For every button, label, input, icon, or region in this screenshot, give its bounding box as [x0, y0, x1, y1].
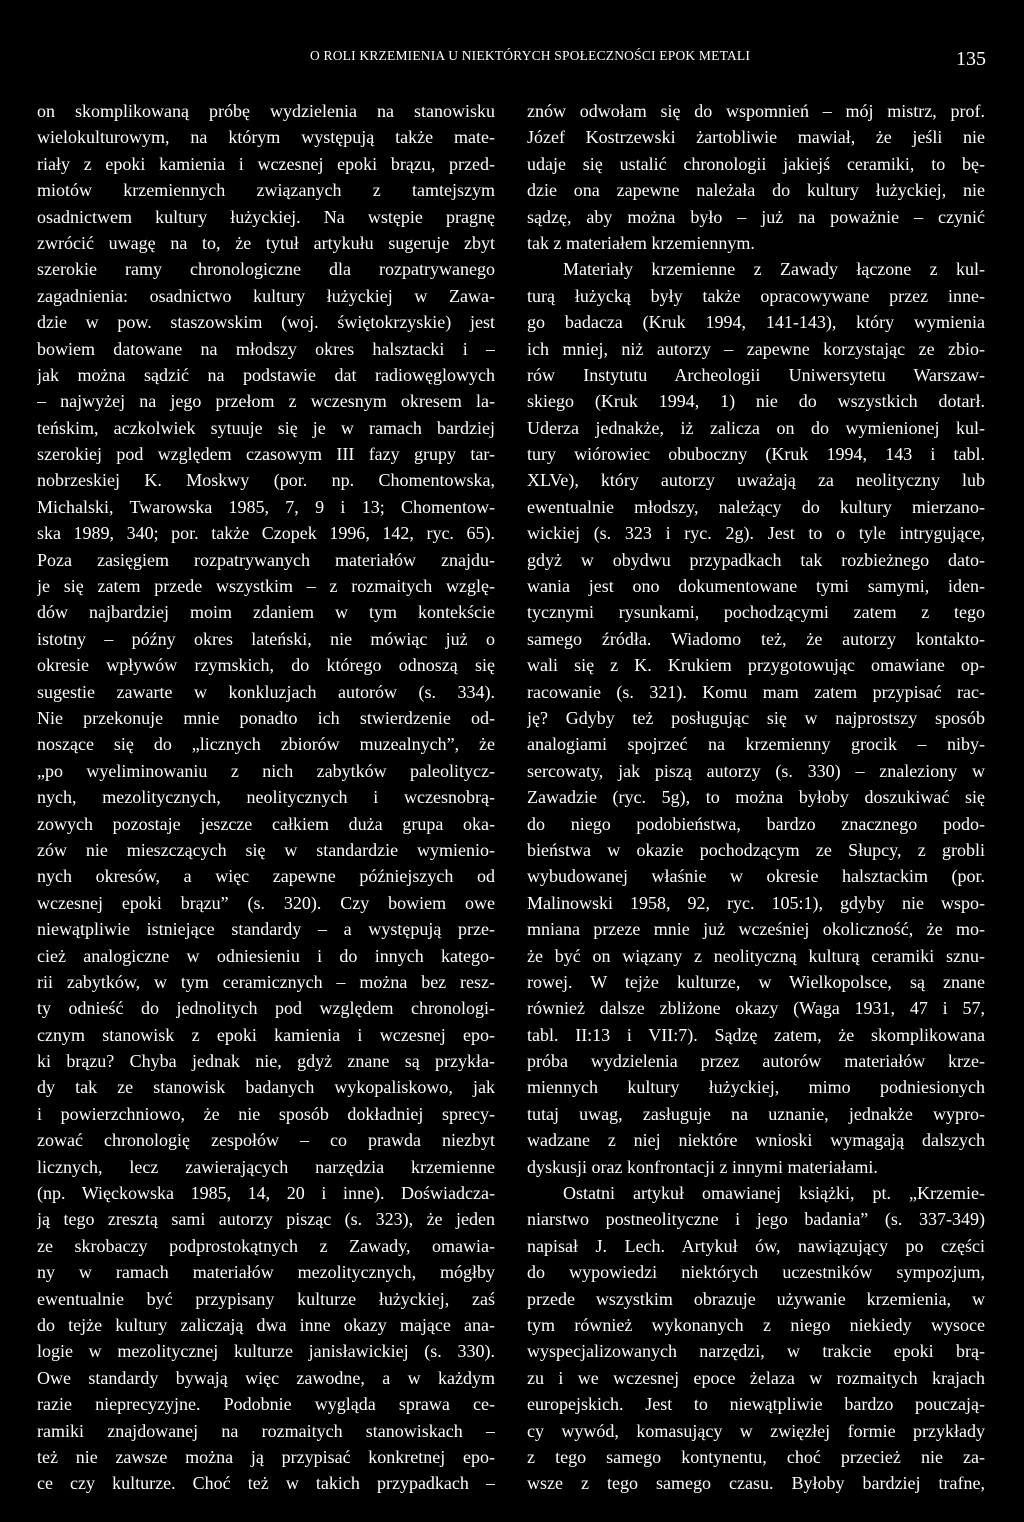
text-line: sercowaty, jak piszą autorzy (s. 330) – znaleziony w [527, 760, 985, 781]
text-line: szerokie ramy chronologiczne dla rozpatrywanego [37, 259, 495, 280]
text-line: tycznymi rysunkami, pochodzącymi zatem z tego [527, 602, 985, 623]
text-line: Józef Kostrzewski żartobliwie mawiał, że jeśli nie [527, 127, 985, 148]
text-line: dyskusji oraz konfrontacji z innymi materiałami. [527, 1156, 878, 1177]
text-line: zu i we wczesnej epoce żelaza w rozmaitych krajach [527, 1367, 985, 1388]
text-line: istotny – późny okres lateński, nie mówiąc już o [37, 628, 495, 649]
text-line: on skomplikowaną próbę wydzielenia na stanowisku [37, 101, 495, 121]
text-line: sugestie zawarte w konkluzjach autorów (s. 334). [37, 681, 495, 702]
text-line: również dalsze zbliżone okazy (Waga 1931, 47 i 57, [527, 998, 985, 1019]
text-line: do tejże kultury zaliczają dwa inne okazy mające ana- [37, 1314, 495, 1335]
running-head: O ROLI KRZEMIENIA U NIEKTÓRYCH SPOŁECZNOŚCI EPOK METALI [310, 48, 751, 63]
text-line: tym również wykonanych z niego niekiedy wysoce [527, 1314, 985, 1335]
text-line: cznym stanowisk z epoki kamienia i wczesnej epo- [37, 1024, 495, 1045]
text-line: wielokulturowym, na którym występują także mate- [37, 127, 495, 148]
text-line: riały z epoki kamienia i wczesnej epoki brązu, przed- [37, 153, 495, 174]
text-line: zowych pozostaje jeszcze całkiem duża grupa oka- [37, 813, 495, 834]
text-line: noszące się do „licznych zbiorów muzealnych”, że [37, 734, 495, 755]
text-line: do niego podobieństwa, bardzo znacznego podo- [527, 813, 985, 834]
text-line: wsze z tego samego czasu. Byłoby bardziej trafne, [527, 1473, 985, 1494]
text-line: zować chronologię zespołów – co prawda niezbyt [37, 1130, 495, 1151]
text-line: ewentualnie być przypisany kulturze łużyckiej, zaś [37, 1288, 495, 1309]
text-line: ramiki znajdowanej na rozmaitych stanowiskach – [37, 1420, 495, 1441]
text-line: europejskich. Jest to niewątpliwie bardzo pouczają- [527, 1394, 985, 1415]
text-line: zwrócić uwagę na to, że tytuł artykułu sugeruje zbyt [37, 232, 495, 253]
text-line: dy tak ze stanowisk badanych wykopaliskowo, jak [37, 1077, 495, 1098]
text-line: ska 1989, 340; por. także Czopek 1996, 142, ryc. 65). [37, 523, 495, 544]
text-line: nobrzeskiej K. Moskwy (por. np. Chomentowska, [37, 470, 495, 491]
text-line: niewątpliwie istniejące standardy – a występują prze- [37, 919, 495, 940]
text-line: cież analogiczne w odniesieniu i do innych katego- [37, 945, 495, 966]
text-line: ewentualnie młodszy, należący do kultury mierzano- [527, 496, 985, 517]
text-line: napisał J. Lech. Artykuł ów, nawiązujący po części [527, 1235, 985, 1256]
text-line: i powierzchniowo, że nie sposób dokładniej sprecy- [37, 1103, 495, 1124]
text-line: przede wszystkim obrazuje używanie krzemienia, w [527, 1288, 985, 1309]
text-line: teńskim, aczkolwiek sytuuje się je w ramach bardziej [37, 417, 495, 438]
text-line: logie w mezolitycznej kulturze janisławickiej (s. 330). [37, 1341, 495, 1362]
text-line: do wypowiedzi niektórych uczestników sympozjum, [527, 1262, 985, 1283]
text-line: razie nieprecyzyjne. Podobnie wygląda sprawa ce- [37, 1394, 495, 1415]
text-line: Ostatni artykuł omawianej książki, pt. „Krzemie- [563, 1183, 985, 1204]
text-line: turą łużycką były także opracowywane przez inne- [527, 285, 985, 306]
text-line: okresie wpływów rzymskich, do którego odnoszą się [37, 655, 495, 676]
text-line: miennych kultury łużyckiej, mimo podniesionych [527, 1077, 985, 1098]
text-line: ce czy kulturze. Choć też w takich przypadkach – [37, 1473, 495, 1494]
text-line: też nie zawsze można ją przypisać konkretnej epo- [37, 1446, 495, 1467]
text-line: Zawadzie (ryc. 5g), to można byłoby doszukiwać się [527, 787, 985, 808]
right-column [527, 98, 985, 1497]
text-line: niarstwo postneolityczne i jego badania” (s. 337-349) [527, 1209, 985, 1230]
text-line: szerokiej pod względem czasowym III fazy grupy tar- [37, 444, 495, 465]
text-line: że być on wiązany z neolityczną kulturą ceramiki sznu- [527, 945, 985, 966]
text-line: bieństwa w okazie pochodzącym ze Słupcy, z grobli [527, 839, 985, 860]
text-line: tabl. II:13 i VII:7). Sądzę zatem, że skomplikowana [527, 1024, 985, 1045]
text-line: skiego (Kruk 1994, 1) nie do wszystkich dotarł. [527, 391, 985, 412]
text-line: wali się z K. Krukiem przygotowując omawiane op- [527, 655, 985, 676]
left-column [37, 98, 495, 1497]
text-line: Materiały krzemienne z Zawady łączone z kul- [563, 259, 985, 280]
text-line: „po wyeliminowaniu z nich zabytków paleolitycz- [37, 760, 495, 781]
text-line: rów Instytutu Archeologii Uniwersytetu Warszaw- [527, 364, 985, 385]
text-line: ki brązu? Chyba jednak nie, gdyż znane są przykła- [37, 1051, 495, 1072]
text-line: je się zatem przede wszystkim – z rozmaitych wzglę- [37, 576, 495, 597]
text-line: ich mniej, niż autorzy – zapewne korzystając ze zbio- [527, 338, 985, 359]
text-line: tury wiórowiec obuboczny (Kruk 1994, 143 i tabl. [527, 444, 985, 465]
text-line: licznych, lecz zawierających narzędzia krzemienne [37, 1156, 495, 1177]
text-line: wadzane z niej niektóre wnioski wymagają dalszych [527, 1130, 985, 1151]
text-line: dzie ona zapewne należała do kultury łużyckiej, nie [527, 180, 985, 201]
page-number: 135 [956, 48, 986, 70]
text-line: Nie przekonuje mnie ponadto ich stwierdzenie od- [37, 707, 495, 728]
text-line: udaje się ustalić chronologii jakiejś ceramiki, to bę- [527, 153, 985, 174]
text-line: ty odnieść do jednolitych pod względem chronologi- [37, 998, 495, 1019]
text-line: XLVe), który autorzy uważają za neolityczny lub [527, 470, 985, 491]
text-line: Uderza jednakże, iż zalicza on do wymienionej kul- [527, 417, 985, 438]
text-line: go badacza (Kruk 1994, 141-143), który wymienia [527, 312, 985, 333]
text-line: nych, mezolitycznych, neolitycznych i wczesnobrą- [37, 787, 495, 808]
text-line: bowiem datowane na młodszy okres halsztacki i – [37, 338, 495, 359]
text-line: wyspecjalizowanych narzędzi, w trakcie epoki brą- [527, 1341, 985, 1362]
text-line: Malinowski 1958, 92, ryc. 105:1), gdyby nie wspo- [527, 892, 985, 913]
text-line: wybudowanej właśnie w okresie halsztackim (por. [527, 866, 985, 887]
text-line: tak z materiałem krzemiennym. [527, 232, 755, 253]
text-line: (np. Więckowska 1985, 14, 20 i inne). Doświadcza- [37, 1183, 495, 1204]
text-line: ze skrobaczy podprostokątnych z Zawady, omawia- [37, 1235, 495, 1256]
text-line: z tego samego kontynentu, choć przecież nie za- [527, 1446, 985, 1467]
text-line: gdyż w obydwu przypadkach tak rozbieżnego dato- [527, 549, 985, 570]
text-line: Poza zasięgiem rozpatrywanych materiałów znajdu- [37, 549, 495, 570]
text-line: ją tego zresztą sami autorzy pisząc (s. 323), że jeden [37, 1209, 495, 1230]
text-line: zów nie mieszczących się w standardzie wymienio- [37, 839, 495, 860]
text-line: – najwyżej na jego przełom z wczesnym okresem la- [37, 391, 495, 412]
text-line: miotów krzemiennych związanych z tamtejszym [37, 180, 495, 201]
text-line: jak można sądzić na podstawie dat radiowęglowych [37, 364, 495, 385]
text-line: mniana przeze mnie już wcześniej okoliczność, że mo- [527, 919, 985, 940]
text-line: wania jest ono dokumentowane tymi samymi, iden- [527, 576, 985, 597]
text-line: tutaj uwag, zasługuje na uznanie, jednakże wypro- [527, 1103, 985, 1124]
text-line: sądzę, aby można było – już na poważnie – czynić [527, 206, 985, 227]
text-line: Owe standardy bywają więc zawodne, a w każdym [37, 1367, 495, 1388]
text-line: dzie w pow. staszowskim (woj. świętokrzyskie) jest [37, 312, 495, 333]
text-line: ję? Gdyby też posługując się w najprostszy sposób [527, 707, 985, 728]
text-line: ny w ramach materiałów mezolitycznych, mógłby [37, 1262, 495, 1283]
text-line: osadnictwem kultury łużyckiej. Na wstępie pragnę [37, 206, 495, 227]
text-line: nych okresów, a więc zapewne późniejszych od [37, 866, 495, 887]
text-line: Michalski, Twarowska 1985, 7, 9 i 13; Chomentow- [37, 496, 495, 517]
text-line: wczesnej epoki brązu” (s. 320). Czy bowiem owe [37, 892, 495, 913]
text-line: cy wywód, komasujący w zwięzłej formie przykłady [527, 1420, 985, 1441]
text-line: zagadnienia: osadnictwo kultury łużyckiej w Zawa- [37, 285, 495, 306]
text-line: wickiej (s. 323 i ryc. 2g). Jest to o tyle intrygujące, [527, 523, 985, 544]
text-line: znów odwołam się do wspomnień – mój mistrz, prof. [527, 101, 985, 121]
text-line: rowej. W tejże kulturze, w Wielkopolsce, są znane [527, 971, 985, 992]
text-line: analogiami spojrzeć na krzemienny grocik – niby- [527, 734, 985, 755]
text-line: rii zabytków, w tym ceramicznych – można bez resz- [37, 971, 495, 992]
text-line: próba wydzielenia przez autorów materiałów krze- [527, 1051, 985, 1072]
text-line: racowanie (s. 321). Komu mam zatem przypisać rac- [527, 681, 985, 702]
text-line: samego źródła. Wiadomo też, że autorzy kontakto- [527, 628, 985, 649]
text-line: dów najbardziej moim zdaniem w tym kontekście [37, 602, 495, 623]
